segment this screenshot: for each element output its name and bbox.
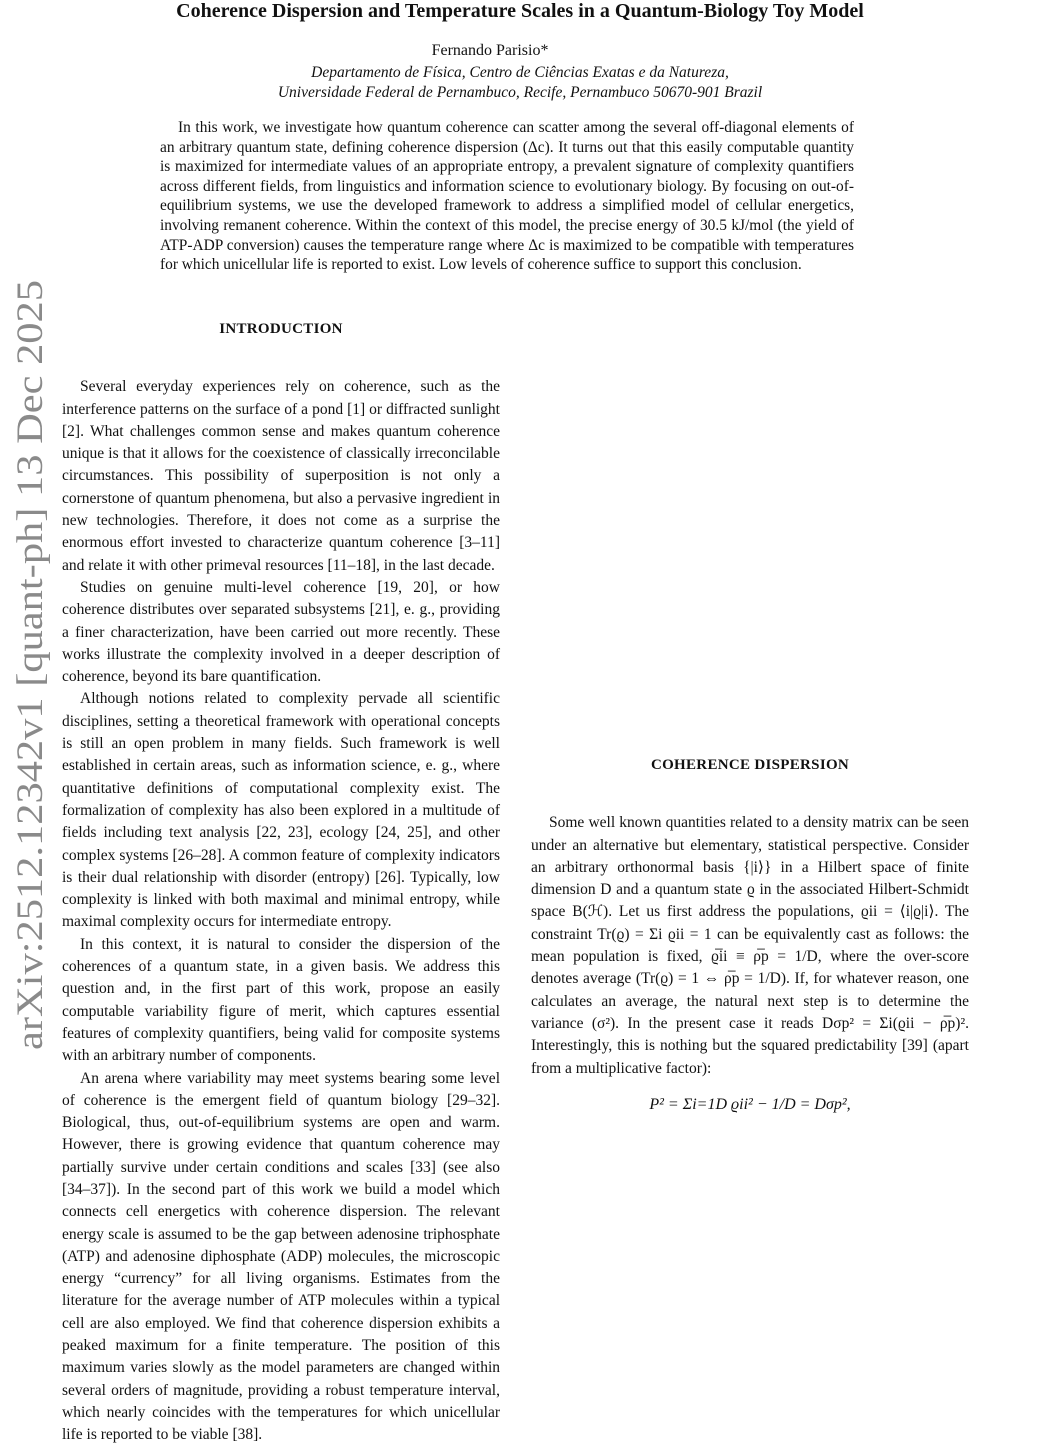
arxiv-identifier: arXiv:2512.12342v1 [quant-ph] 13 Dec 2025 [10,378,51,1050]
abstract: In this work, we investigate how quantum coherence can scatter among the several off-diagonal elements of an arbitrary quantum state, defining coherence dispersion (Δc). It turns out that this easily computable quantity is maximized for intermediate values of an appropriate entropy, a prevalent signature of complexity quantifiers across different fields, from linguistics and information science to evolutionary biology. By focusing on out-of-equilibrium systems, we use the developed framework to address a simplified model of cellular energetics, involving remanent coherence. Within the context of this model, the precise energy of 30.5 kJ/mol (the yield of ATP-ADP conversion) causes the temperature range where Δc is maximized to be compatible with temperatures for which unicellular life is reported to exist. Low levels of coherence suffice to support this conclusion. [160,119,854,274]
coherence-paragraph-1: Some well known quantities related to a density matrix can be seen under an alternative but elementary, statistical perspective. Consider an arbitrary orthonormal basis {|i⟩} in a Hilbert space of finite dimension D and a quantum state ϱ in the associated Hilbert-Schmidt space B(ℋ). Let us first address the populations, ϱii = ⟨i|ϱ|i⟩. The constraint Tr(ϱ) = Σi ϱii = 1 can be equivalently cast as follows: the mean population is fixed, ϱ̅ii ≡ ρ̅p = 1/D, where the over-score denotes average (Tr(ϱ) = 1 ⇔ ρ̅p = 1/D). If, for whatever reason, one calculates an average, the natural next step is to determine the variance (σ²). In the present case it reads Dσp² = Σi(ϱii − ρ̅p)². Interestingly, this is nothing but the squared predictability [39] (apart from a multiplicative factor): [531,814,969,1077]
affiliation-line-1: Departamento de Física, Centro de Ciências Exatas e da Natureza, [311,64,729,81]
intro-paragraph-5: An arena where variability may meet systems bearing some level of coherence is the emergent field of quantum biology [29–32]. Biological, thus, out-of-equilibrium systems are open and warm. However, there is growing evidence that quantum coherence may partially survive under certain conditions and scales [33] (see also [34–37]). In the second part of this work we build a model which connects cell energetics with coherence dispersion. The relevant energy scale is assumed to be the gap between adenosine triphosphate (ATP) and adenosine diphosphate (ADP) molecules, the microscopic energy “currency” for all living organisms. Estimates from the literature for the average number of ATP molecules within a typical cell are also employed. We find that coherence dispersion exhibits a peaked maximum for a finite temperature. The position of this maximum varies slowly as the model parameters are changed within several orders of magnitude, providing a robust temperature interval, which nearly coincides with the temperatures for which unicellular life is reported to be viable [38]. [62,1069,500,1444]
intro-paragraph-3: Although notions related to complexity pervade all scientific disciplines, setting a theoretical framework with operational concepts is still an open problem in many fields. Such framework is well established in certain areas, such as information science, e. g., where quantitative definitions of computational complexity exist. The formalization of complexity has also been explored in a multitude of fields including text analysis [22, 23], ecology [24, 25], and other complex systems [26–28]. A common feature of complexity indicators is their dual relationship with disorder (entropy) [26]. Typically, low complexity is linked with both maximal and minimal entropy, while maximal complexity occurs for intermediate entropy. [62,690,500,931]
right-column [531,318,969,1116]
arxiv-identifier-stamp [0,0,60,1200]
paper-title: Coherence Dispersion and Temperature Scales in a Quantum-Biology Toy Model [176,0,864,22]
predictability-equation: P² = Σi=1D ϱii² − 1/D = Dσp², [649,1095,851,1113]
coherence-dispersion-heading: COHERENCE DISPERSION [650,757,850,773]
intro-paragraph-1: Several everyday experiences rely on coherence, such as the interference patterns on the surface of a pond [1] or diffracted sunlight [2]. What challenges common sense and makes quantum coherence unique is that it allows for the coexistence of classically irreconcilable circumstances. This possibility of superposition is not only a cornerstone of quantum phenomena, but also a pervasive ingredient in new technologies. Therefore, it does not come as a surprise the enormous effort invested to characterize quantum coherence [3–11] and relate it with other primeval resources [11–18], in the last decade. [62,378,500,574]
intro-paragraph-4: In this context, it is natural to consider the dispersion of the coherences of a quantum state, in a given basis. We address this question and, in the first part of this work, propose an easily computable variability figure of merit, which captures essential features of complexity quantifiers, being valid for composite systems with an arbitrary number of components. [62,935,500,1065]
author-name: Fernando Parisio* [431,42,549,59]
introduction-heading: INTRODUCTION [219,321,343,337]
intro-paragraph-2: Studies on genuine multi-level coherence [19, 20], or how coherence distributes over separated subsystems [21], e. g., providing a finer characterization, have been carried out more recently. These works illustrate the complexity involved in a deeper description of coherence, beyond its bare quantification. [62,578,500,686]
left-column [62,318,500,1444]
affiliation-line-2: Universidade Federal de Pernambuco, Recife, Pernambuco 50670-901 Brazil [277,84,763,101]
